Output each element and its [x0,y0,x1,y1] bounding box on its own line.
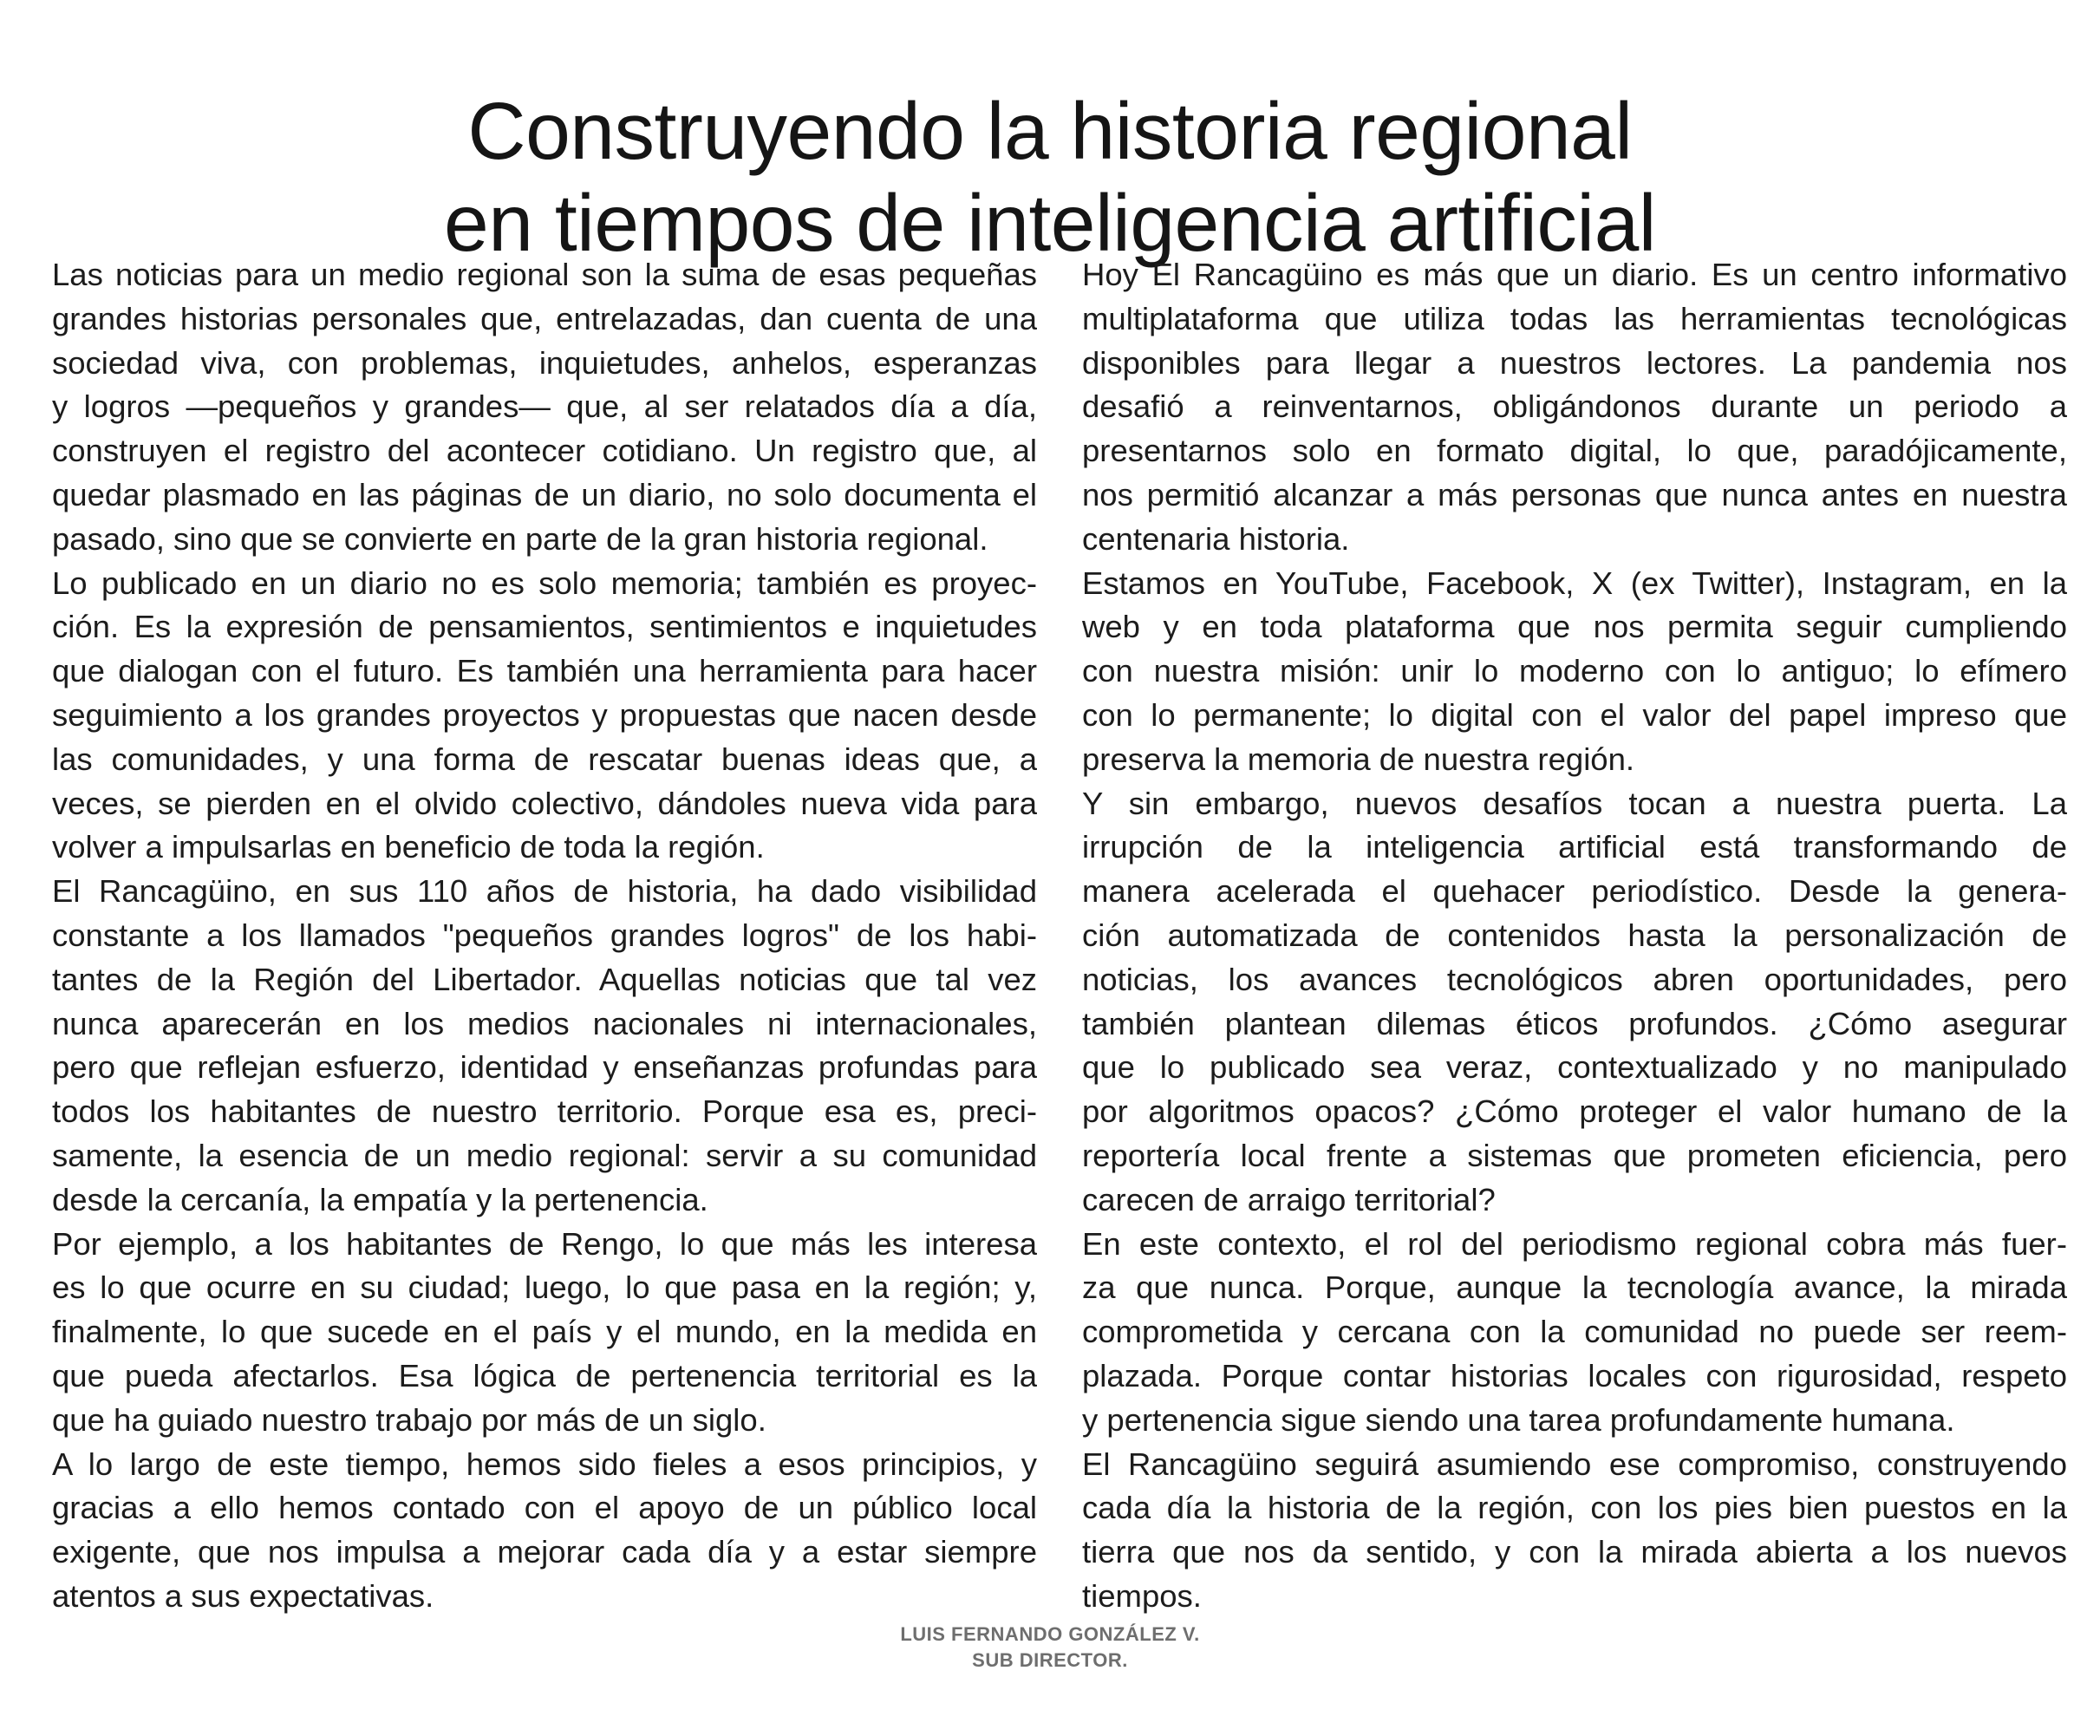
text-line: nunca aparecerán en los medios nacionales ni internacionales, [52,1005,1037,1041]
paragraph [52,253,1037,562]
text-line: finalmente, lo que sucede en el país y el mundo, en la medida en [52,1314,1037,1350]
text-line: Estamos en YouTube, Facebook, X (ex Twitter), Instagram, en la [1082,565,2067,601]
paragraph [52,1443,1037,1619]
text-line: El Rancagüino seguirá asumiendo ese compromiso, construyendo [1082,1446,2067,1482]
text-line: centenaria historia. [1082,520,1350,557]
text-line: nos permitió alcanzar a más personas que nunca antes en nuestra [1082,476,2067,512]
paragraph [52,870,1037,1222]
text-line: que lo publicado sea veraz, contextualizado y no manipulado [1082,1049,2067,1086]
author-role: SUB DIRECTOR. [972,1649,1128,1671]
text-line: disponibles para llegar a nuestros lectores. La pandemia nos [1082,344,2067,381]
paragraph [1082,253,2067,562]
byline [0,1622,2100,1674]
text-line: y logros —pequeños y grandes— que, al ser relatados día a día, [52,388,1037,425]
text-line: presentarnos solo en formato digital, lo que, paradójicamente, [1082,433,2067,469]
text-line: volver a impulsarlas en beneficio de toda la región. [52,829,765,865]
text-line: que pueda afectarlos. Esa lógica de pertenencia territorial es la [52,1357,1037,1393]
headline-line-1: Construyendo la historia regional [467,86,1633,177]
text-line: A lo largo de este tiempo, hemos sido fieles a esos principios, y [52,1446,1037,1482]
text-line: Por ejemplo, a los habitantes de Rengo, lo que más les interesa [52,1225,1037,1262]
paragraph [52,1223,1037,1443]
text-line: tantes de la Región del Libertador. Aquellas noticias que tal vez [52,961,1037,997]
text-line: noticias, los avances tecnológicos abren oportunidades, pero [1082,961,2067,997]
text-line: y pertenencia sigue siendo una tarea profundamente humana. [1082,1401,1955,1438]
headline-line-2: en tiempos de inteligencia artificial [444,178,1656,269]
text-line: ción. Es la expresión de pensamientos, sentimientos e inquietudes [52,609,1037,645]
text-line: que ha guiado nuestro trabajo por más de un siglo. [52,1401,766,1438]
text-line: desafió a reinventarnos, obligándonos durante un periodo a [1082,388,2067,425]
text-line: por algoritmos opacos? ¿Cómo proteger el valor humano de la [1082,1093,2067,1130]
text-line: samente, la esencia de un medio regional: servir a su comunidad [52,1137,1037,1173]
headline [0,85,2100,269]
text-line: tierra que nos da sentido, y con la mirada abierta a los nuevos [1082,1534,2067,1570]
text-line: con lo permanente; lo digital con el valor del papel impreso que [1082,696,2067,733]
text-line: grandes historias personales que, entrelazadas, dan cuenta de una [52,300,1037,336]
text-line: con nuestra misión: unir lo moderno con lo antiguo; lo efímero [1082,653,2067,689]
paragraph [1082,1223,2067,1443]
text-line: seguimiento a los grandes proyectos y propuestas que nacen desde [52,696,1037,733]
text-line: también plantean dilemas éticos profundos. ¿Cómo asegurar [1082,1005,2067,1041]
paragraph [1082,782,2067,1223]
text-line: Hoy El Rancagüino es más que un diario. Es un centro informativo [1082,257,2067,292]
text-line: constante a los llamados "pequeños grandes logros" de los habi- [52,917,1037,953]
text-line: cada día la historia de la región, con los pies bien puestos en la [1082,1490,2067,1526]
text-line: preserva la memoria de nuestra región. [1082,741,1635,777]
text-line: quedar plasmado en las páginas de un diario, no solo documenta el [52,476,1037,512]
text-line: gracias a ello hemos contado con el apoyo de un público local [52,1490,1037,1526]
text-line: multiplataforma que utiliza todas las herramientas tecnológicas [1082,300,2067,336]
article-column-left [52,253,1037,1619]
text-line: irrupción de la inteligencia artificial está transformando de [1082,829,2067,865]
text-line: pasado, sino que se convierte en parte de la gran historia regional. [52,520,988,557]
text-line: atentos a sus expectativas. [52,1577,434,1614]
text-line: sociedad viva, con problemas, inquietudes, anhelos, esperanzas [52,344,1037,381]
text-line: tiempos. [1082,1577,1202,1614]
text-line: veces, se pierden en el olvido colectivo, dándoles nueva vida para [52,785,1037,821]
text-line: pero que reflejan esfuerzo, identidad y enseñanzas profundas para [52,1049,1037,1086]
text-line: las comunidades, y una forma de rescatar buenas ideas que, a [52,741,1037,777]
article-column-right [1082,253,2067,1619]
text-line: reportería local frente a sistemas que prometen eficiencia, pero [1082,1137,2067,1173]
text-line: desde la cercanía, la empatía y la pertenencia. [52,1181,708,1217]
paragraph [52,562,1037,871]
author-name: LUIS FERNANDO GONZÁLEZ V. [900,1623,1200,1645]
text-line: manera acelerada el quehacer periodístico. Desde la genera- [1082,873,2067,910]
text-line: web y en toda plataforma que nos permita seguir cumpliendo [1082,609,2067,645]
text-line: exigente, que nos impulsa a mejorar cada día y a estar siempre [52,1534,1037,1570]
text-line: que dialogan con el futuro. Es también una herramienta para hacer [52,653,1037,689]
paragraph [1082,1443,2067,1619]
paragraph [1082,562,2067,782]
text-line: comprometida y cercana con la comunidad no puede ser reem- [1082,1314,2067,1350]
text-line: Y sin embargo, nuevos desafíos tocan a nuestra puerta. La [1082,785,2067,821]
text-line: plazada. Porque contar historias locales con rigurosidad, respeto [1082,1357,2067,1393]
text-line: Lo publicado en un diario no es solo memoria; también es proyec- [52,565,1037,601]
text-line: ción automatizada de contenidos hasta la personalización de [1082,917,2067,953]
text-line: construyen el registro del acontecer cotidiano. Un registro que, al [52,433,1037,469]
text-line: es lo que ocurre en su ciudad; luego, lo que pasa en la región; y, [52,1269,1037,1306]
text-line: Las noticias para un medio regional son la suma de esas pequeñas [52,257,1037,292]
text-line: En este contexto, el rol del periodismo regional cobra más fuer- [1082,1225,2067,1262]
text-line: za que nunca. Porque, aunque la tecnología avance, la mirada [1082,1269,2067,1306]
text-line: todos los habitantes de nuestro territorio. Porque esa es, preci- [52,1093,1037,1130]
text-line: carecen de arraigo territorial? [1082,1181,1496,1217]
text-line: El Rancagüino, en sus 110 años de historia, ha dado visibilidad [52,873,1037,910]
